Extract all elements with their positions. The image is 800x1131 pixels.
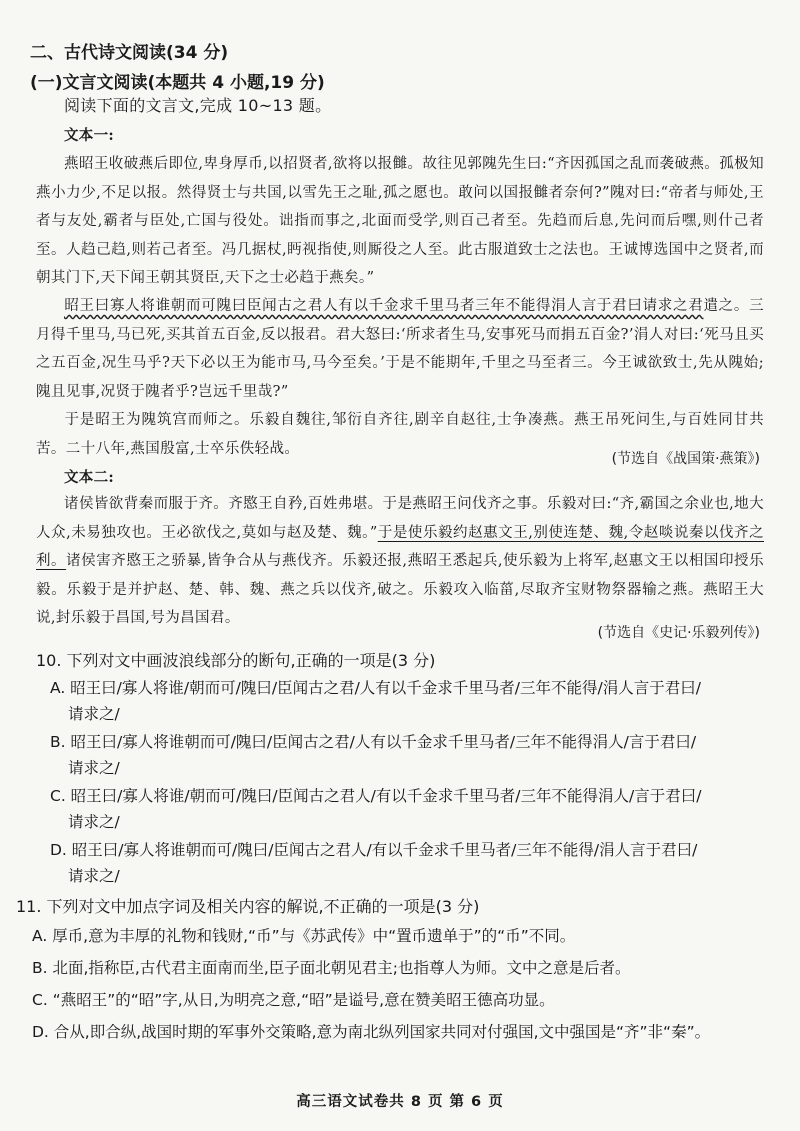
q10-option-d-line2: 请求之/ xyxy=(68,867,120,885)
question-11-stem: 11. 下列对文中加点字词及相关内容的解说,不正确的一项是(3 分) xyxy=(16,897,480,916)
text1-p1-text: 燕昭王收破燕后即位,卑身厚币,以招贤者,欲将以报雠。故往见郭隗先生曰:“齐因孤国之乱而袭破燕。孤极知燕小力少,不足以报。然得贤士与共国,以雪先王之耻,孤之愿也。敢问以国报雠者奈何?”隗对曰:“帝者与师处,王者与友处,霸者与臣处,亡国与役处。诎指而事之,北面而受学,则百己者至。先趋而后息,先问而后嘿,则什己者至。人趋己趋,则若己者至。冯几据杖,眄视指使,则厮役之人至。此古服道致士之法也。王诚博选国中之贤者,而朝其门下,天下闻王朝其贤臣,天下之士必趋于燕矣。” xyxy=(36,156,764,286)
text1-paragraph-2 xyxy=(36,292,764,406)
q11-option-c: C. “燕昭王”的“昭”字,从日,为明亮之意,“昭”是谥号,意在赞美昭王德高功显。 xyxy=(32,991,555,1009)
text1-p2-rest: 遣之。三月得千里马,马已死,买其首五百金,反以报君。君大怒曰:‘所求者生马,安事死马而捐五百金?’涓人对曰:‘死马且买之五百金,况生马乎?天下必以王为能市马,马今至矣。’于是不能期年,千里之马至者三。今王诚欲致士,先从隗始;隗且见事,况贤于隗者乎?岂远千里哉?” xyxy=(36,298,764,400)
straight-underlined-sentence: 于是使乐毅约赵惠文王,别使连楚、魏,令赵啖说秦以伐齐之利。 xyxy=(36,524,764,569)
q10-option-b-line1: B. 昭王曰/寡人将谁朝而可/隗曰/臣闻古之君/人有以千金求千里马者/三年不能得涓人/言于君曰/ xyxy=(50,733,697,751)
q11-option-a: A. 厚币,意为丰厚的礼物和钱财,“币”与《苏武传》中“置币遗单于”的“币”不同。 xyxy=(32,927,576,945)
page-footer: 高三语文试卷共 8 页 第 6 页 xyxy=(296,1094,504,1110)
text2-p1b: 诸侯害齐愍王之骄暴,皆争合从与燕伐齐。乐毅还报,燕昭王悉起兵,使乐毅为上将军,赵惠文王以相国印授乐毅。乐毅于是并护赵、楚、韩、魏、燕之兵以伐齐,破之。乐毅攻入临菑,尽取齐宝财物祭器输之燕。燕昭王大说,封乐毅于昌国,号为昌国君。 xyxy=(36,553,764,626)
q11-option-d: D. 合从,即合纵,战国时期的军事外交策略,意为南北纵列国家共同对付强国,文中强国是“齐”非“秦”。 xyxy=(32,1023,711,1041)
text1-paragraph-1 xyxy=(36,150,764,293)
text1-source: (节选自《战国策·燕策》) xyxy=(611,451,760,467)
q10-option-c-line2: 请求之/ xyxy=(68,813,120,831)
wavy-underlined-passage: 昭王曰寡人将谁朝而可隗曰臣闻古之君人有以千金求千里马者三年不能得涓人言于君曰请求之君 xyxy=(64,298,704,314)
section-heading: 二、古代诗文阅读(34 分) xyxy=(30,43,229,63)
q10-option-a-line2: 请求之/ xyxy=(68,705,120,723)
text2-paragraph xyxy=(36,490,764,633)
q10-option-b-line2: 请求之/ xyxy=(68,759,120,777)
q10-option-d-line1: D. 昭王曰/寡人将谁朝而可/隗曰/臣闻古之君人/有以千金求千里马者/三年不能得/涓人言于君曰/ xyxy=(50,841,698,859)
text2-p1a: 诸侯皆欲背秦而服于齐。齐愍王自矜,百姓弗堪。于是燕昭王问伐齐之事。乐毅对曰:“齐,霸国之余业也,地大人众,未易独攻也。王必欲伐之,莫如与赵及楚、魏。” xyxy=(36,496,764,541)
text1-label: 文本一: xyxy=(64,127,115,144)
text2-source: (节选自《史记·乐毅列传》) xyxy=(597,625,760,641)
text2-label: 文本二: xyxy=(64,469,115,486)
q11-option-b: B. 北面,指称臣,古代君主面南而坐,臣子面北朝见君主;也指尊人为师。文中之意是后者。 xyxy=(32,959,631,977)
q10-option-a-line1: A. 昭王曰/寡人将谁/朝而可/隗曰/臣闻古之君/人有以千金求千里马者/三年不能得/涓人言于君曰/ xyxy=(50,679,701,697)
text1-p3-text: 于是昭王为隗筑宫而师之。乐毅自魏往,邹衍自齐往,剧辛自赵往,士争凑燕。燕王吊死问生,与百姓同甘共苦。二十八年,燕国殷富,士卒乐佚轻战。 xyxy=(36,412,764,457)
question-10-stem: 10. 下列对文中画波浪线部分的断句,正确的一项是(3 分) xyxy=(36,651,436,670)
subsection-heading: (一)文言文阅读(本题共 4 小题,19 分) xyxy=(30,73,325,93)
instruction: 阅读下面的文言文,完成 10~13 题。 xyxy=(64,96,332,115)
q10-option-c-line1: C. 昭王曰/寡人将谁/朝而可/隗曰/臣闻古之君人/有以千金求千里马者/三年不能得涓人/言于君曰/ xyxy=(50,787,702,805)
